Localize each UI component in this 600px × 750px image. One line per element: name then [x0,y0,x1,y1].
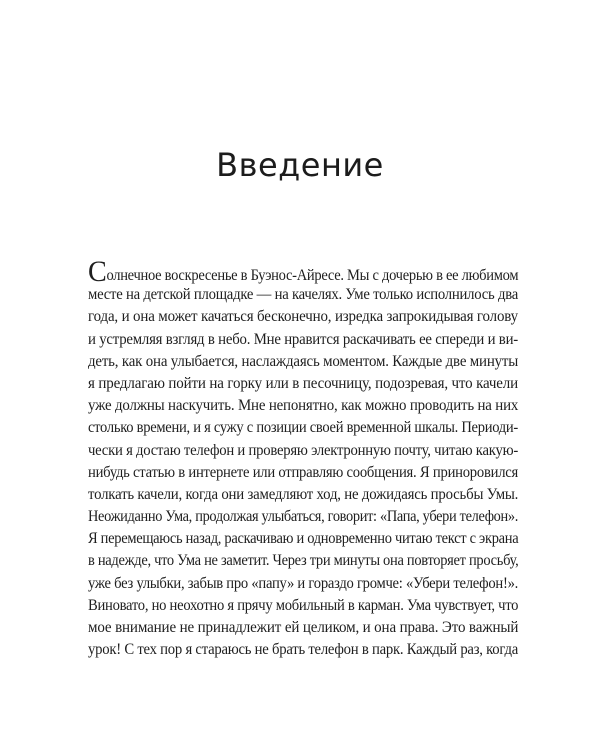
text-line: в надежде, что Ума не заметит. Через три минуты она повторяет просьбу, [88,552,519,570]
text-line: толкать качели, когда они замедляют ход, не дожидаясь просьбы Умы. [88,485,519,503]
text-line: месте на детской площадке — на качелях. Уме только исполнилось два [88,286,518,304]
text-line: и устремляя взгляд в небо. Мне нравится раскачивать ее спереди и ви- [88,330,518,348]
text-line: Неожиданно Ума, продолжая улыбаться, говорит: «Папа, убери телефон». [88,508,518,526]
body-paragraph [88,255,519,661]
text-line: чески я достаю телефон и проверяю электронную почту, читаю какую- [88,441,518,459]
text-line: столько времени, и я сужу с позиции своей временной шкалы. Периоди- [88,419,518,437]
text-line: уже должны наскучить. Мне непонятно, как можно проводить на них [88,397,519,415]
chapter-title: Введение [216,146,384,184]
text-line: я предлагаю пойти на горку или в песочницу, подозревая, что качели [88,374,518,392]
text-line: мое внимание не принадлежит ей целиком, и она права. Это важный [88,619,519,636]
text-line-first-rest: олнечное воскресенье в Буэнос-Айресе. Мы с дочерью в ее любимом [106,267,519,284]
text-line: года, и она может качаться бесконечно, изредка запрокидывая голову [88,308,518,326]
text-line: уже без улыбки, забыв про «папу» и гораздо громче: «Убери телефон!». [88,574,518,592]
text-line: деть, как она улыбается, наслаждаясь моментом. Каждые две минуты [88,352,519,370]
text-line: нибудь статью в интернете или отправляю сообщения. Я приноровился [88,463,518,481]
text-line: Я перемещаюсь назад, раскачиваю и одновременно читаю текст с экрана [88,530,519,548]
text-line: урок! С тех пор я стараюсь не брать телефон в парк. Каждый раз, когда [88,641,518,659]
text-line: Виновато, но неохотно я прячу мобильный в карман. Ума чувствует, что [88,596,519,614]
drop-cap: С [88,255,107,288]
text-line-first [88,255,519,288]
